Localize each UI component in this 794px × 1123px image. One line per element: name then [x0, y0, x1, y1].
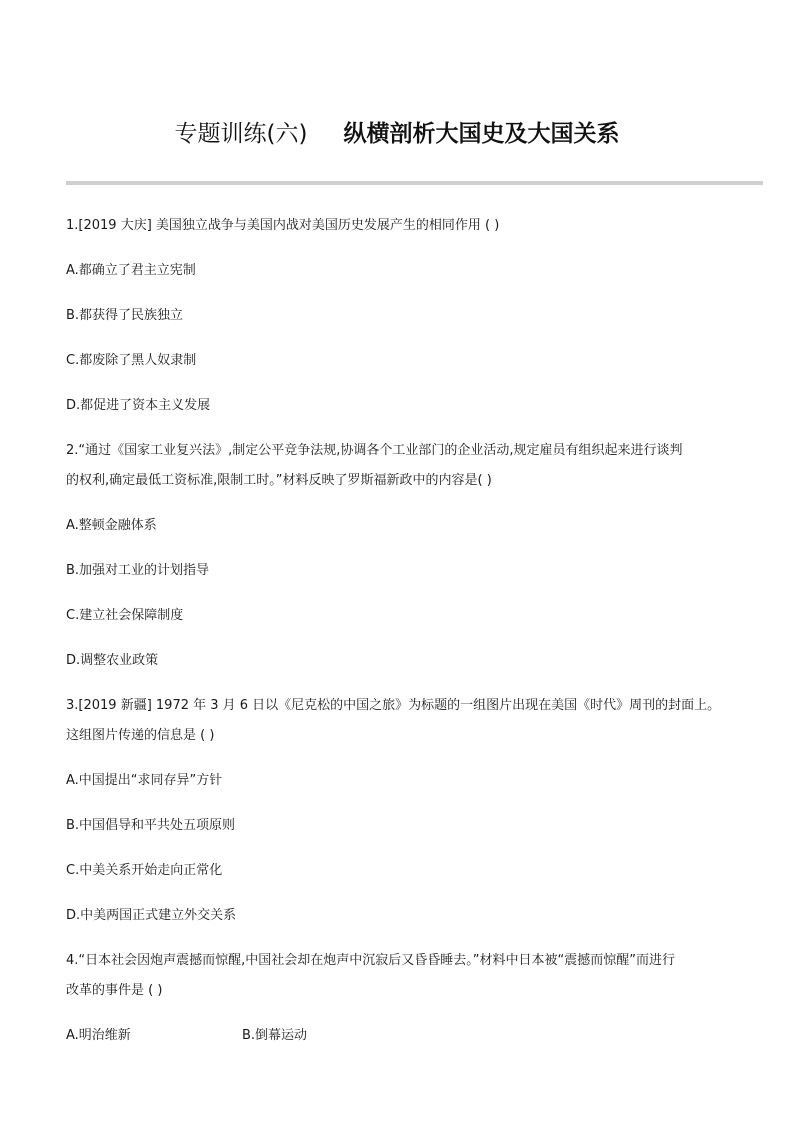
question-4-stem-line-2: 改革的事件是 ( ) [66, 983, 163, 998]
question-1-option-a: A.都确立了君主立宪制 [66, 263, 196, 278]
question-3-option-b: B.中国倡导和平共处五项原则 [66, 818, 236, 833]
question-2-stem-line-1: 2.“通过《国家工业复兴法》,制定公平竞争法规,协调各个工业部门的企业活动,规定雇员有组织起来进行谈判 [66, 443, 683, 458]
question-2-option-a: A.整顿金融体系 [66, 518, 157, 533]
question-4 [66, 946, 746, 1051]
page-title [0, 118, 794, 150]
question-3-stem-line-1: 3.[2019 新疆] 1972 年 3 月 6 日以《尼克松的中国之旅》为标题的一组图片出现在美国《时代》周刊的封面上。 [66, 698, 721, 713]
title-main: 纵横剖析大国史及大国关系 [343, 121, 620, 147]
question-1 [66, 211, 746, 421]
title-prefix: 专题训练(六) [174, 121, 308, 147]
question-4-option-a: A.明治维新 [66, 1028, 131, 1043]
question-2-option-c: C.建立社会保障制度 [66, 608, 184, 623]
question-3-option-a: A.中国提出“求同存异”方针 [66, 773, 223, 788]
question-4-options [66, 1021, 746, 1051]
question-4-option-b: B.倒幕运动 [242, 1028, 308, 1043]
question-2-stem-line-2: 的权利,确定最低工资标准,限制工时。”材料反映了罗斯福新政中的内容是( ) [66, 473, 492, 488]
question-3 [66, 691, 746, 931]
question-list [66, 211, 746, 1051]
question-2-option-b: B.加强对工业的计划指导 [66, 563, 210, 578]
question-3-option-d: D.中美两国正式建立外交关系 [66, 908, 237, 923]
question-1-option-d: D.都促进了资本主义发展 [66, 398, 211, 413]
question-1-option-c: C.都废除了黑人奴隶制 [66, 353, 197, 368]
question-1-option-b: B.都获得了民族独立 [66, 308, 184, 323]
question-2 [66, 436, 746, 676]
question-2-option-d: D.调整农业政策 [66, 653, 159, 668]
question-3-option-c: C.中美关系开始走向正常化 [66, 863, 223, 878]
question-1-stem: 1.[2019 大庆] 美国独立战争与美国内战对美国历史发展产生的相同作用 ( ) [66, 218, 500, 233]
question-3-stem-line-2: 这组图片传递的信息是 ( ) [66, 728, 215, 743]
question-4-stem-line-1: 4.“日本社会因炮声震撼而惊醒,中国社会却在炮声中沉寂后又昏昏睡去。”材料中日本被“震撼而惊醒”而进行 [66, 953, 675, 968]
title-divider [66, 181, 763, 185]
